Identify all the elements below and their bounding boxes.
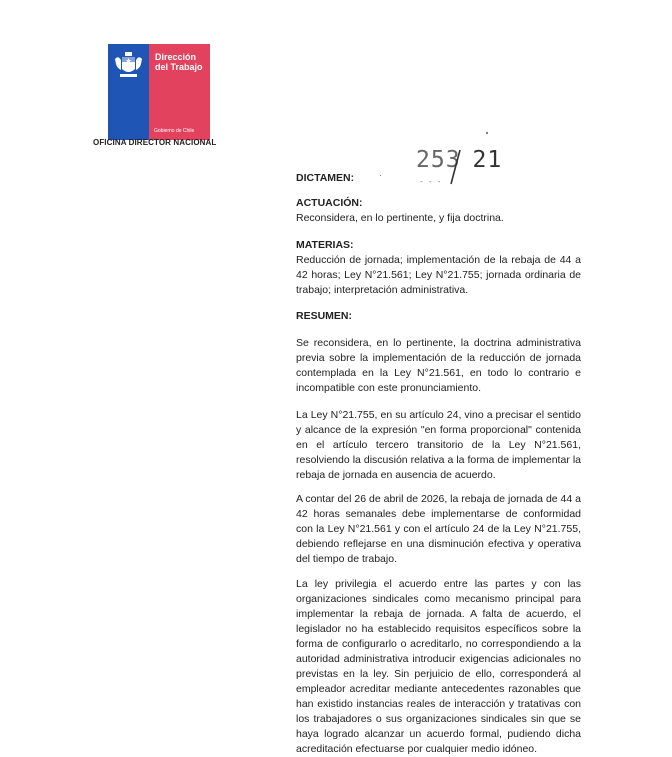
handwritten-slash <box>448 148 462 186</box>
logo-gov-text: Gobierno de Chile <box>154 128 195 134</box>
logo-title <box>155 52 203 72</box>
actuacion-label: ACTUACIÓN: <box>296 197 363 209</box>
scan-speck <box>380 175 381 176</box>
resumen-paragraph: Se reconsidera, en lo pertinente, la doctrina administrativa previa sobre la implementación de la reducción de jornada contemplada en la Ley N°21.561, en todo lo contrario e incompatible con este pronunciamiento. <box>296 337 581 394</box>
resumen-label: RESUMEN: <box>296 310 353 322</box>
actuacion-section <box>296 196 581 226</box>
dictamen-label: DICTAMEN: <box>296 172 355 184</box>
scan-speck <box>486 132 488 134</box>
resumen-paragraph: La Ley N°21.755, en su artículo 24, vino a precisar el sentido y alcance de la expresión "en forma proporcional" contenida en el artículo tercero transitorio de la Ley N°21.561, resolviendo la discusión relativa a la forma de implementar la rebaja de jornada en ausencia de acuerdo. <box>296 409 581 481</box>
direccion-del-trabajo-logo <box>108 44 210 140</box>
dictamen-number-value: 253 <box>416 147 461 173</box>
dictamen-year: 21 <box>472 147 503 173</box>
materias-label: MATERIAS: <box>296 239 354 251</box>
logo-line-1: Dirección <box>155 52 197 62</box>
resumen-section <box>296 309 581 324</box>
resumen-paragraph: A contar del 26 de abril de 2026, la rebaja de jornada de 44 a 42 horas semanales debe implementarse de conformidad con la Ley N°21.561 y con el artículo 24 de la Ley N°21.755, debiendo reflejarse en una disminución efectiva y operativa del tiempo de trabajo. <box>296 493 581 565</box>
coat-of-arms-icon <box>113 50 144 80</box>
office-name: OFICINA DIRECTOR NACIONAL <box>93 138 217 147</box>
handwritten-dashes: - - - <box>420 177 443 186</box>
logo-red-panel <box>149 44 210 140</box>
logo-line-2: del Trabajo <box>155 62 203 72</box>
materias-section <box>296 238 581 298</box>
materias-text: Reducción de jornada; implementación de la rebaja de 44 a 42 horas; Ley N°21.561; Ley N°21.755; jornada ordinaria de trabajo; interpretación administrativa. <box>296 254 581 296</box>
logo-blue-panel <box>108 44 149 140</box>
resumen-paragraph: La ley privilegia el acuerdo entre las partes y con las organizaciones sindicales como mecanismo principal para implementar la rebaja de jornada. A falta de acuerdo, el legislador no ha establecido requisitos específicos sobre la forma de configurarlo o acreditarlo, no correspondiendo a la autoridad administrativa introducir exigencias adicionales no previstas en la ley. Sin perjuicio de ello, corresponderá al empleador acreditar mediante antecedentes razonables que han existido instancias reales de interacción y tratativas con los trabajadores o sus organizaciones sindicales sin que se haya logrado alcanzar un acuerdo formal, pudiendo dicha acreditación efectuarse por cualquier medio idóneo. <box>296 578 581 755</box>
actuacion-text: Reconsidera, en lo pertinente, y fija doctrina. <box>296 212 504 224</box>
